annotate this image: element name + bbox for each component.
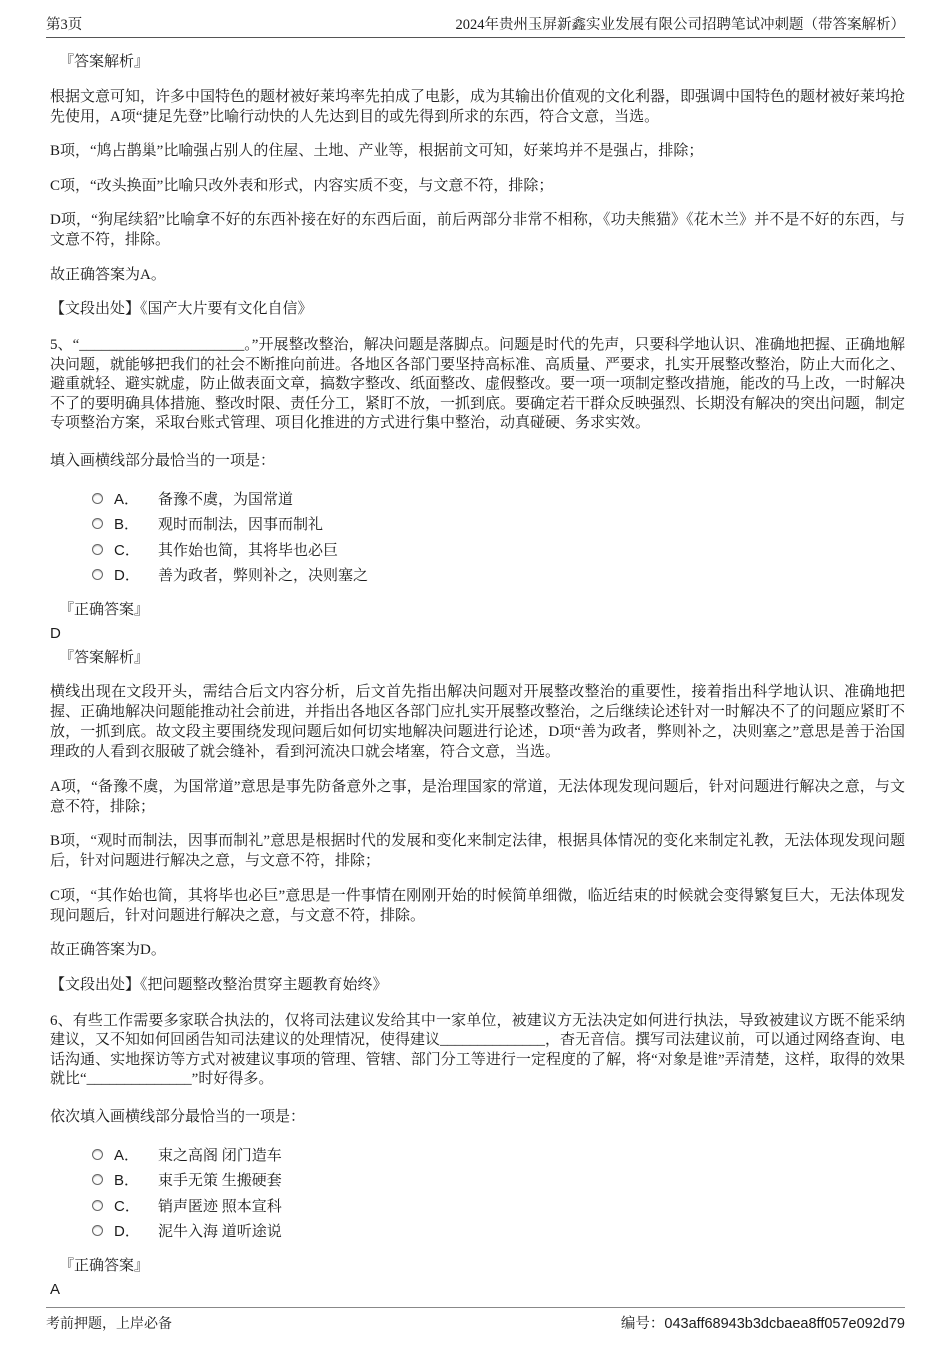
question-prompt: 依次填入画横线部分最恰当的一项是：: [50, 1108, 306, 1125]
analysis-conclusion: 故正确答案为A。: [50, 266, 166, 283]
option-row[interactable]: [50, 1142, 905, 1168]
option-letter: B．: [114, 1172, 140, 1190]
option-text: 观时而制法，因事而制礼: [158, 517, 324, 534]
option-row[interactable]: [50, 1193, 905, 1219]
option-letter: A．: [114, 490, 140, 508]
analysis-paragraph: B项，“鸠占鹊巢”比喻强占别人的住屋、土地、产业等，根据前文可知，好莱坞并不是强占，排除；: [50, 143, 704, 159]
radio-button[interactable]: [92, 1149, 103, 1160]
option-text: 善为政者，弊则补之，决则塞之: [158, 568, 369, 585]
correct-answer-label: 『正确答案』: [59, 1257, 150, 1274]
option-letter: B．: [114, 516, 140, 534]
options-group: [50, 486, 905, 588]
analysis-paragraph: A项，“备豫不虞，为国常道”意思是事先防备意外之事，是治理国家的常道，无法体现发现问题后，针对问题进行解决之意，与文意不符，排除；: [50, 778, 905, 815]
answer-analysis-label: 『答案解析』: [59, 54, 150, 70]
doc-title: 2024年贵州玉屏新鑫实业发展有限公司招聘笔试冲刺题（带答案解析）: [455, 17, 905, 33]
analysis-paragraph: C项，“改头换面”比喻只改外表和形式，内容实质不变，与文意不符，排除；: [50, 177, 554, 194]
option-letter: A．: [114, 1146, 140, 1164]
analysis-paragraph: D项，“狗尾续貂”比喻拿不好的东西补接在好的东西后面，前后两部分非常不相称，《功夫熊猫》《花木兰》并不是不好的东西，与文意不符，排除。: [50, 212, 905, 248]
option-row[interactable]: [50, 511, 905, 537]
analysis-paragraph: 根据文意可知，许多中国特色的题材被好莱坞率先拍成了电影，成为其输出价值观的文化利器，即强调中国特色的题材被好莱坞抢先使用，A项“捷足先登”比喻行动快的人先达到目的或先得到所求的东西，符合文意，当选。: [50, 88, 906, 125]
correct-answer-label: 『正确答案』: [59, 601, 150, 618]
option-text: 备豫不虞，为国常道: [158, 491, 294, 508]
option-text: 销声匿迹 照本宣科: [158, 1198, 282, 1215]
option-text: 束手无策 生搬硬套: [158, 1173, 282, 1190]
source-note: 【文段出处】《国产大片要有文化自信》: [50, 301, 313, 317]
option-row[interactable]: [50, 562, 905, 588]
analysis-paragraph: C项，“其作始也简，其将毕也必巨”意思是一件事情在刚刚开始的时候简单细微，临近结束的时候就会变得繁复巨大，无法体现发现问题后，针对问题进行解决之意，与文意不符，排除。: [50, 887, 905, 924]
option-row[interactable]: [50, 1167, 905, 1193]
page-header: [46, 0, 905, 38]
analysis-paragraph: B项，“观时而制法，因事而制礼”意思是根据时代的发展和变化来制定法律，根据具体情况的变化来制定礼教，无法体现发现问题后，针对问题进行解决之意，与文意不符，排除；: [50, 833, 905, 869]
footer-serial: 编号：043aff68943b3dcbaea8ff057e092d79: [620, 1316, 905, 1332]
option-letter: C．: [114, 1197, 140, 1215]
page-content: [0, 52, 950, 1300]
radio-button[interactable]: [92, 544, 103, 555]
question-stem: 5、“______________________。”开展整改整治，解决问题是落脚点。问题是时代的先声，只要科学地认识、准确地把握、正确地解决问题，就能够把我们的社会不断推向前进。各地区各部门要坚持高标准、高质量、严要求，扎实开展整改整治，防止大而化之、避重就轻、避实就虚，防止做表面文章，搞数字整改、纸面整改、虚假整改。要一项一项制定整改措施，能改的马上改，一时解决不了的要明确具体措施、整改时限、责任分工，紧盯不放，一抓到底。要确定若干群众反映强烈、长期没有解决的突出问题，制定专项整治方案，采取台账式管理、项目化推进的方式进行集中整治，动真碰硬、务求实效。: [50, 337, 906, 431]
source-note: 【文段出处】《把问题整改整治贯穿主题教育始终》: [50, 976, 388, 993]
option-row[interactable]: [50, 537, 905, 563]
radio-button[interactable]: [92, 518, 103, 529]
page-number: 第3页: [46, 17, 83, 33]
option-row[interactable]: [50, 1218, 905, 1244]
question-prompt: 填入画横线部分最恰当的一项是：: [50, 452, 276, 469]
footer-slogan: 考前押题，上岸必备: [46, 1317, 172, 1332]
option-letter: D．: [114, 1223, 140, 1241]
radio-button[interactable]: [92, 569, 103, 580]
correct-answer-value: D: [50, 624, 61, 642]
option-row[interactable]: [50, 486, 905, 512]
option-letter: D．: [114, 567, 140, 585]
option-text: 其作始也简，其将毕也必巨: [158, 542, 339, 559]
analysis-paragraph: 横线出现在文段开头，需结合后文内容分析，后文首先指出解决问题对开展整改整治的重要性，接着指出科学地认识、准确地把握、正确地解决问题能推动社会前进，并指出各地区各部门应扎实开展整改整治，之后继续论述针对一时解决不了的问题应紧盯不放，一抓到底。故文段主要围绕发现问题后如何切实地解决问题进行论述，D项“善为政者，弊则补之，决则塞之”意思是善于治国理政的人看到衣服破了就会缝补，看到河流决口就会堵塞，符合文意，当选。: [50, 684, 906, 760]
analysis-conclusion: 故正确答案为D。: [50, 942, 166, 958]
answer-analysis-label: 『答案解析』: [59, 649, 150, 666]
question-stem: 6、有些工作需要多家联合执法的，仅将司法建议发给其中一家单位，被建议方无法决定如何进行执法，导致被建议方既不能采纳建议，又不知如何回函告知司法建议的处理情况，使得建议______________，杳无音信。撰写司法建议前，可以通过网络查询、电话沟通、实地探访等方式对被建议事项的管理、管辖、部门分工等进行一定程度的了解，将“对象是谁”弄清楚，这样，取得的效果就比“______________”时好得多。: [50, 1012, 906, 1087]
option-letter: C．: [114, 541, 140, 559]
option-text: 泥牛入海 道听途说: [158, 1224, 282, 1241]
radio-button[interactable]: [92, 1200, 103, 1211]
radio-button[interactable]: [92, 1225, 103, 1236]
option-text: 束之高阁 闭门造车: [158, 1147, 282, 1164]
correct-answer-value: A: [50, 1280, 61, 1298]
radio-button[interactable]: [92, 493, 103, 504]
page-footer: [46, 1307, 905, 1333]
radio-button[interactable]: [92, 1174, 103, 1185]
options-group: [50, 1142, 905, 1244]
